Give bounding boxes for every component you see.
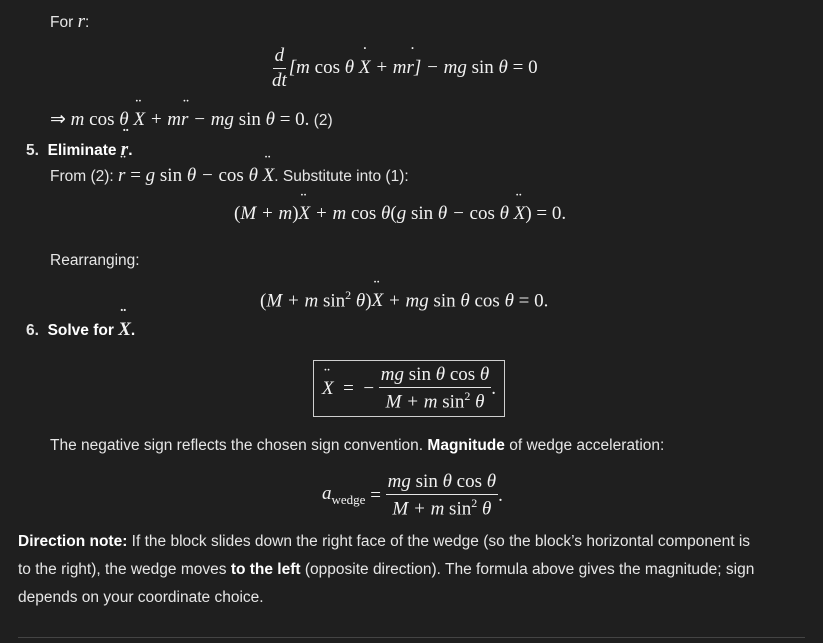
rearranging-label: Rearranging: — [50, 252, 140, 269]
negative-sign-note: The negative sign reflects the chosen sign convention. Magnitude of wedge acceleration: — [50, 437, 665, 454]
from-2-line: From (2): ¨ r = g sin θ − cos θ ¨ X. Substitute into (1): — [50, 165, 409, 187]
equation-4: (M + m $\sin^2$ θ)¨ X + mg sin θ cos θ = 0. — [260, 288, 548, 312]
equation-1: $\frac{d}{dt}$ [m cos θ ˙ X + m˙ r] − mg sin θ = 0 — [270, 46, 538, 91]
equation-2-tag: (2) — [313, 112, 333, 129]
boxed-equation: ¨ X = − $\frac{\text{mg sin θ cos θ}}{M + m \sin^2 \theta}$ . — [313, 360, 505, 417]
step-6-heading: 6. Solve for ¨ X. — [26, 319, 135, 341]
equation-2: ⇒ m cos θ ¨ X + m¨ r − mg sin θ = 0. (2) — [50, 108, 333, 131]
divider — [18, 637, 805, 638]
step-5-heading: 5. Eliminate ¨ r. — [26, 139, 133, 161]
a-wedge-equation: $a_{wedge}$ = $\frac{\text{mg sin θ cos θ}}{M + m \sin^2 \theta}$ . — [322, 471, 503, 520]
direction-note: Direction note: If the block slides down the right face of the wedge (so the block’s horizontal component is to the right), the wedge moves to the left (opposite direction). The formula above gives the magnitude; sign depends on your coordinate choice. — [18, 533, 755, 606]
for-r-label: For r: — [50, 11, 90, 32]
equation-3: (M + m)¨ X + m cos θ(g sin θ − cos θ ¨ X) = 0. — [234, 203, 566, 225]
